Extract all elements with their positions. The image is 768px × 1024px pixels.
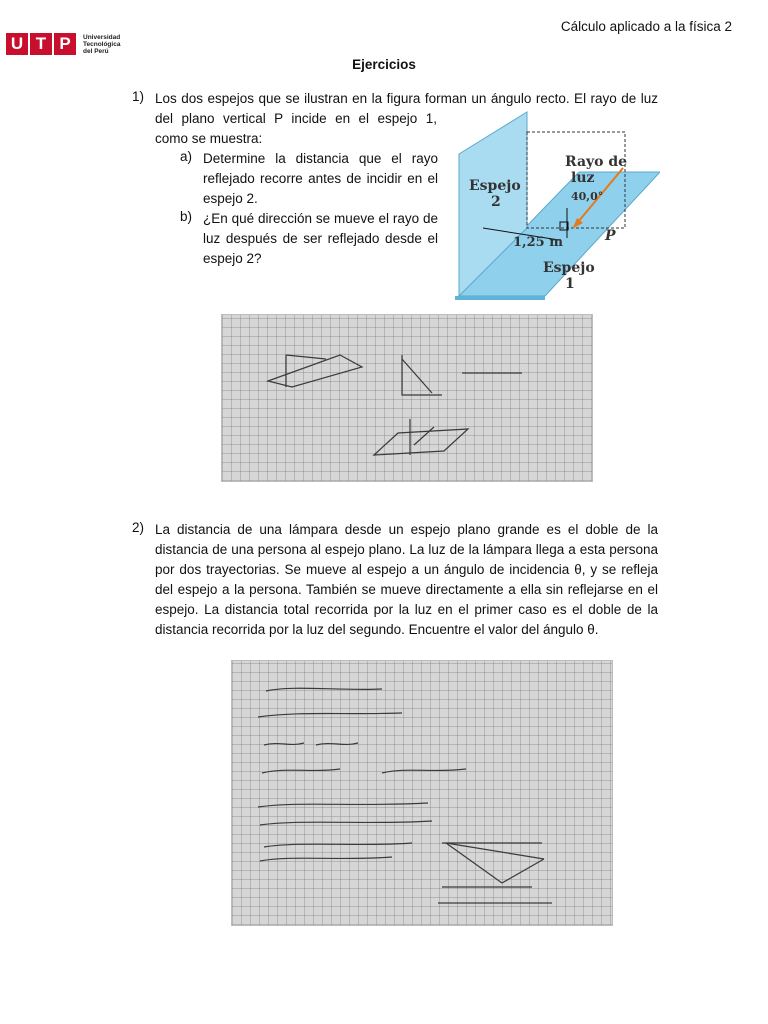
label-espejo1: Espejo: [543, 260, 595, 276]
mirror-1-edge: [455, 296, 545, 300]
handwritten-solution-1: [221, 314, 593, 482]
label-plane: P: [605, 228, 616, 244]
logo-letter-p: P: [54, 33, 76, 55]
label-espejo2: Espejo: [469, 178, 521, 194]
ex1-line1: Los dos espejos que se ilustran en la figura forman un ángulo recto. El rayo de luz: [155, 91, 658, 106]
logo-letter-t: T: [30, 33, 52, 55]
handwritten-solution-2: [231, 660, 613, 926]
handwritten-sketch-1: [222, 315, 592, 481]
header-course-title: Cálculo aplicado a la física 2: [560, 19, 732, 34]
ex1-line2: del plano vertical P incide en el espejo 1,: [155, 111, 437, 126]
logo-text: Universidad Tecnológica del Perú: [83, 33, 121, 55]
label-espejo1-num: 1: [565, 276, 575, 292]
label-angle: 40,0°: [571, 190, 604, 203]
label-espejo2-num: 2: [491, 194, 501, 210]
label-distance: 1,25 m: [513, 235, 563, 250]
ex2-text: La distancia de una lámpara desde un espejo plano grande es el doble de la distancia de una persona al espejo plano. La luz de la lámpara llega a esta persona por dos trayectorias. Se mueve al espejo a un ángulo de incidencia θ, y se refleja del espejo a la persona. También se mueve directamente a ella sin reflejarse en el espejo. La distancia total recorrida por la luz en el primer caso es el doble de la distancia recorrida por la luz del segundo. Encuentre el valor del ángulo θ.: [155, 522, 658, 637]
ex1-b-label: b): [180, 209, 193, 224]
ex1-a-label: a): [180, 149, 193, 164]
ex1-a-text: Determine la distancia que el rayo reflejado recorre antes de incidir en el espejo 2.: [203, 151, 438, 206]
ex1-b-text: ¿En qué dirección se mueve el rayo de luz después de ser reflejado desde el espejo 2?: [203, 211, 438, 266]
ex1-number: 1): [132, 89, 145, 104]
logo-letter-u: U: [6, 33, 28, 55]
label-rayo2: luz: [571, 170, 595, 186]
utp-logo: [6, 30, 120, 58]
page-title: Ejercicios: [352, 57, 416, 72]
label-rayo1: Rayo de: [565, 154, 628, 170]
handwritten-sketch-2: [232, 661, 612, 925]
ex1-line3: como se muestra:: [155, 131, 263, 146]
mirrors-figure: [455, 110, 660, 300]
ex2-number: 2): [132, 520, 145, 535]
